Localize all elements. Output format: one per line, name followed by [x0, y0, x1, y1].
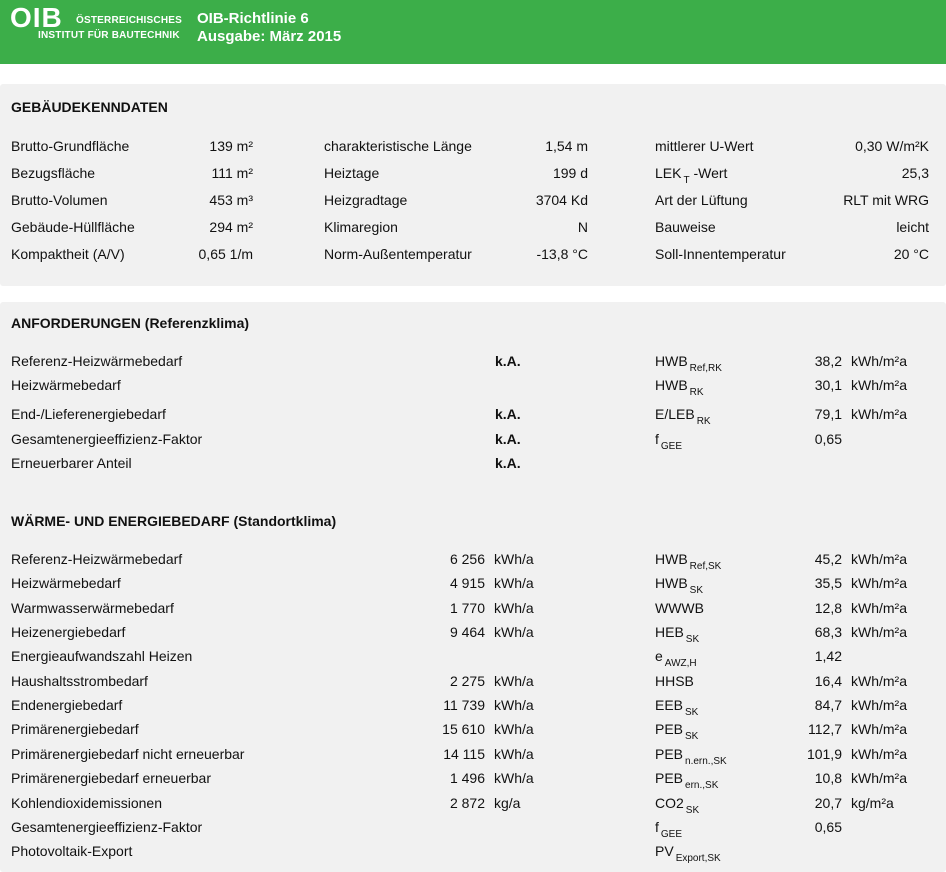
kenndaten-value: leicht: [896, 219, 929, 235]
symbol-subscript: Ref,RK: [689, 363, 722, 374]
symbol-text: HWB: [655, 377, 688, 393]
symbol-text: f: [655, 431, 659, 447]
anforderung-symbol: [655, 352, 722, 373]
bedarf-value: 45,2: [814, 551, 842, 567]
anforderung-symbol: [655, 430, 682, 451]
bedarf-amount-unit: kg/a: [494, 795, 521, 811]
symbol-text: CO2: [655, 795, 684, 811]
bedarf-amount: 6 256: [449, 551, 485, 567]
bedarf-label: Primärenergiebedarf nicht erneuerbar: [11, 746, 245, 762]
kenndaten-label: Heiztage: [324, 165, 380, 181]
bedarf-unit: kWh/m²a: [851, 551, 907, 567]
bedarf-label: Heizenergiebedarf: [11, 624, 126, 640]
bedarf-unit: kg/m²a: [851, 795, 894, 811]
bedarf-unit: kWh/m²a: [851, 624, 907, 640]
bedarf-amount: 1 770: [449, 600, 485, 616]
section-title-anforderungen: ANFORDERUNGEN (Referenzklima): [11, 315, 250, 331]
symbol-subscript: T: [683, 175, 690, 186]
symbol-text: HHSB: [655, 673, 694, 689]
kenndaten-label: Art der Lüftung: [655, 192, 748, 208]
kenndaten-value: RLT mit WRG: [843, 192, 929, 208]
bedarf-label: Gesamtenergieeffizienz-Faktor: [11, 819, 203, 835]
bedarf-amount-unit: kWh/a: [494, 624, 534, 640]
bedarf-value: 12,8: [814, 600, 842, 616]
subtitle-text: Ausgabe: März 2015: [197, 28, 342, 45]
kenndaten-value: 294 m²: [209, 219, 253, 235]
logo-line-2: INSTITUT FÜR BAUTECHNIK: [38, 30, 180, 41]
symbol-subscript: AWZ,H: [664, 658, 697, 669]
bedarf-unit: kWh/m²a: [851, 770, 907, 786]
anforderung-label: Heizwärmebedarf: [11, 377, 121, 393]
kenndaten-label: Heizgradtage: [324, 192, 408, 208]
symbol-text: HWB: [655, 575, 688, 591]
kenndaten-value: 0,30 W/m²K: [855, 138, 929, 154]
bedarf-amount: 2 872: [449, 795, 485, 811]
symbol-text: PEB: [655, 746, 684, 762]
anforderung-value: 38,2: [814, 353, 842, 369]
bedarf-amount-unit: kWh/a: [494, 673, 534, 689]
bedarf-amount-unit: kWh/a: [494, 551, 534, 567]
bedarf-value: 84,7: [814, 697, 842, 713]
kenndaten-value: 25,3: [901, 165, 929, 181]
symbol-text: f: [655, 819, 659, 835]
symbol-suffix: -Wert: [689, 165, 728, 181]
anforderung-status: k.A.: [495, 431, 521, 447]
symbol-subscript: RK: [696, 416, 711, 427]
bedarf-value: 16,4: [814, 673, 842, 689]
symbol-text: WWWB: [655, 600, 704, 616]
kenndaten-label: Bauweise: [655, 219, 716, 235]
kenndaten-label: Klimaregion: [324, 219, 398, 235]
symbol-text: PV: [655, 843, 674, 859]
bedarf-label: Warmwasserwärmebedarf: [11, 600, 174, 616]
kenndaten-label: Soll-Innentemperatur: [655, 246, 786, 262]
bedarf-value: 35,5: [814, 575, 842, 591]
bedarf-symbol: [655, 574, 703, 595]
anforderung-unit: kWh/m²a: [851, 377, 907, 393]
anforderung-label: End-/Lieferenergiebedarf: [11, 406, 166, 422]
bedarf-unit: kWh/m²a: [851, 697, 907, 713]
bedarf-label: Heizwärmebedarf: [11, 575, 121, 591]
kenndaten-value: 199 d: [552, 165, 588, 181]
bedarf-label: Photovoltaik-Export: [11, 843, 133, 859]
bedarf-unit: kWh/m²a: [851, 673, 907, 689]
bedarf-unit: kWh/m²a: [851, 746, 907, 762]
kenndaten-label: Brutto-Grundfläche: [11, 138, 130, 154]
kenndaten-label: Brutto-Volumen: [11, 192, 108, 208]
bedarf-value: 0,65: [814, 819, 842, 835]
gebaeudekenndaten-panel: [0, 84, 946, 286]
kenndaten-value: 1,54 m: [545, 138, 588, 154]
symbol-text: HWB: [655, 353, 688, 369]
bedarf-amount: 9 464: [449, 624, 485, 640]
bedarf-symbol: [655, 696, 698, 717]
anforderung-value: 79,1: [814, 406, 842, 422]
symbol-text: PEB: [655, 770, 684, 786]
section-title-gebaeude: GEBÄUDEKENNDATEN: [11, 99, 168, 115]
oib-logo: OIB: [10, 2, 63, 33]
symbol-subscript: ern.,SK: [685, 780, 719, 791]
title-text: OIB-Richtlinie 6: [197, 10, 309, 27]
kenndaten-value: 139 m²: [209, 138, 253, 154]
symbol-text: E/LEB: [655, 406, 695, 422]
symbol-subscript: GEE: [660, 441, 683, 452]
symbol-text: LEK: [655, 165, 682, 181]
symbol-text: e: [655, 648, 663, 664]
bedarf-amount-unit: kWh/a: [494, 721, 534, 737]
bedarf-symbol: [655, 818, 682, 839]
symbol-subscript: RK: [689, 387, 704, 398]
header-bar: [0, 0, 946, 64]
logo-line-1: ÖSTERREICHISCHES: [76, 15, 182, 26]
bedarf-amount: 14 115: [443, 746, 485, 762]
symbol-text: EEB: [655, 697, 684, 713]
bedarf-amount-unit: kWh/a: [494, 746, 534, 762]
symbol-text: HWB: [655, 551, 688, 567]
bedarf-label: Energieaufwandszahl Heizen: [11, 648, 193, 664]
bedarf-amount: 4 915: [449, 575, 485, 591]
anforderung-value: 0,65: [814, 431, 842, 447]
anforderung-label: Erneuerbarer Anteil: [11, 455, 132, 471]
bedarf-amount-unit: kWh/a: [494, 770, 534, 786]
bedarf-value: 1,42: [814, 648, 842, 664]
anforderung-label: Referenz-Heizwärmebedarf: [11, 353, 183, 369]
bedarf-amount: 11 739: [443, 697, 485, 713]
bedarf-value: 10,8: [814, 770, 842, 786]
bedarf-symbol: [655, 720, 698, 741]
symbol-subscript: SK: [689, 585, 704, 596]
kenndaten-label: Kompaktheit (A/V): [11, 246, 125, 262]
bedarf-value: 112,7: [808, 721, 842, 737]
symbol-subscript: SK: [685, 707, 699, 718]
kenndaten-label: Bezugsfläche: [11, 165, 96, 181]
anforderung-unit: kWh/m²a: [851, 406, 907, 422]
symbol-subscript: SK: [685, 805, 700, 816]
bedarf-label: Kohlendioxidemissionen: [11, 795, 162, 811]
kenndaten-label: charakteristische Länge: [324, 138, 472, 154]
symbol-subscript: GEE: [660, 829, 683, 840]
section-title-waerme: WÄRME- UND ENERGIEBEDARF (Standortklima): [11, 513, 337, 529]
anforderung-symbol: [655, 405, 711, 426]
bedarf-amount-unit: kWh/a: [494, 600, 534, 616]
bedarf-value: 20,7: [814, 795, 842, 811]
bedarf-unit: kWh/m²a: [851, 575, 907, 591]
bedarf-value: 101,9: [806, 746, 842, 762]
bedarf-symbol: [655, 672, 696, 693]
kenndaten-label: [655, 164, 727, 185]
kenndaten-value: 20 °C: [893, 246, 929, 262]
anforderung-symbol: [655, 376, 704, 397]
bedarf-label: Endenergiebedarf: [11, 697, 123, 713]
bedarf-label: Referenz-Heizwärmebedarf: [11, 551, 183, 567]
symbol-subscript: n.ern.,SK: [685, 756, 727, 767]
bedarf-symbol: [655, 794, 699, 815]
bedarf-unit: kWh/m²a: [851, 721, 907, 737]
bedarf-symbol: [655, 769, 718, 790]
anforderung-value: 30,1: [814, 377, 842, 393]
document-title: [197, 10, 341, 46]
bedarf-amount-unit: kWh/a: [494, 575, 534, 591]
symbol-subscript: Ref,SK: [689, 561, 722, 572]
symbol-text: PEB: [655, 721, 684, 737]
bedarf-symbol: [655, 599, 706, 620]
anforderung-unit: kWh/m²a: [851, 353, 907, 369]
anforderung-status: k.A.: [495, 455, 521, 471]
bedarf-amount: 1 496: [449, 770, 485, 786]
kenndaten-value: 0,65 1/m: [198, 246, 253, 262]
bedarf-label: Haushaltsstrombedarf: [11, 673, 148, 689]
bedarf-unit: kWh/m²a: [851, 600, 907, 616]
kenndaten-value: 111 m²: [211, 165, 253, 181]
kenndaten-value: 453 m³: [209, 192, 253, 208]
symbol-text: HEB: [655, 624, 684, 640]
kenndaten-value: -13,8 °C: [536, 246, 588, 262]
bedarf-label: Primärenergiebedarf: [11, 721, 139, 737]
anforderungen-panel: [0, 302, 946, 872]
bedarf-symbol: [655, 550, 721, 571]
bedarf-amount: 2 275: [449, 673, 485, 689]
bedarf-symbol: [655, 647, 697, 668]
symbol-subscript: SK: [685, 634, 700, 645]
bedarf-symbol: [655, 623, 699, 644]
kenndaten-label: Norm-Außentemperatur: [324, 246, 472, 262]
bedarf-amount: 15 610: [442, 721, 485, 737]
kenndaten-value: 3704 Kd: [535, 192, 588, 208]
bedarf-label: Primärenergiebedarf erneuerbar: [11, 770, 211, 786]
bedarf-amount-unit: kWh/a: [494, 697, 534, 713]
bedarf-value: 68,3: [814, 624, 842, 640]
kenndaten-label: mittlerer U-Wert: [655, 138, 754, 154]
anforderung-label: Gesamtenergieeffizienz-Faktor: [11, 431, 203, 447]
kenndaten-value: N: [577, 219, 588, 235]
kenndaten-label: Gebäude-Hüllfläche: [11, 219, 135, 235]
anforderung-status: k.A.: [495, 406, 521, 422]
anforderung-status: k.A.: [495, 353, 521, 369]
symbol-subscript: Export,SK: [675, 853, 721, 864]
symbol-subscript: SK: [685, 731, 699, 742]
bedarf-symbol: [655, 745, 727, 766]
